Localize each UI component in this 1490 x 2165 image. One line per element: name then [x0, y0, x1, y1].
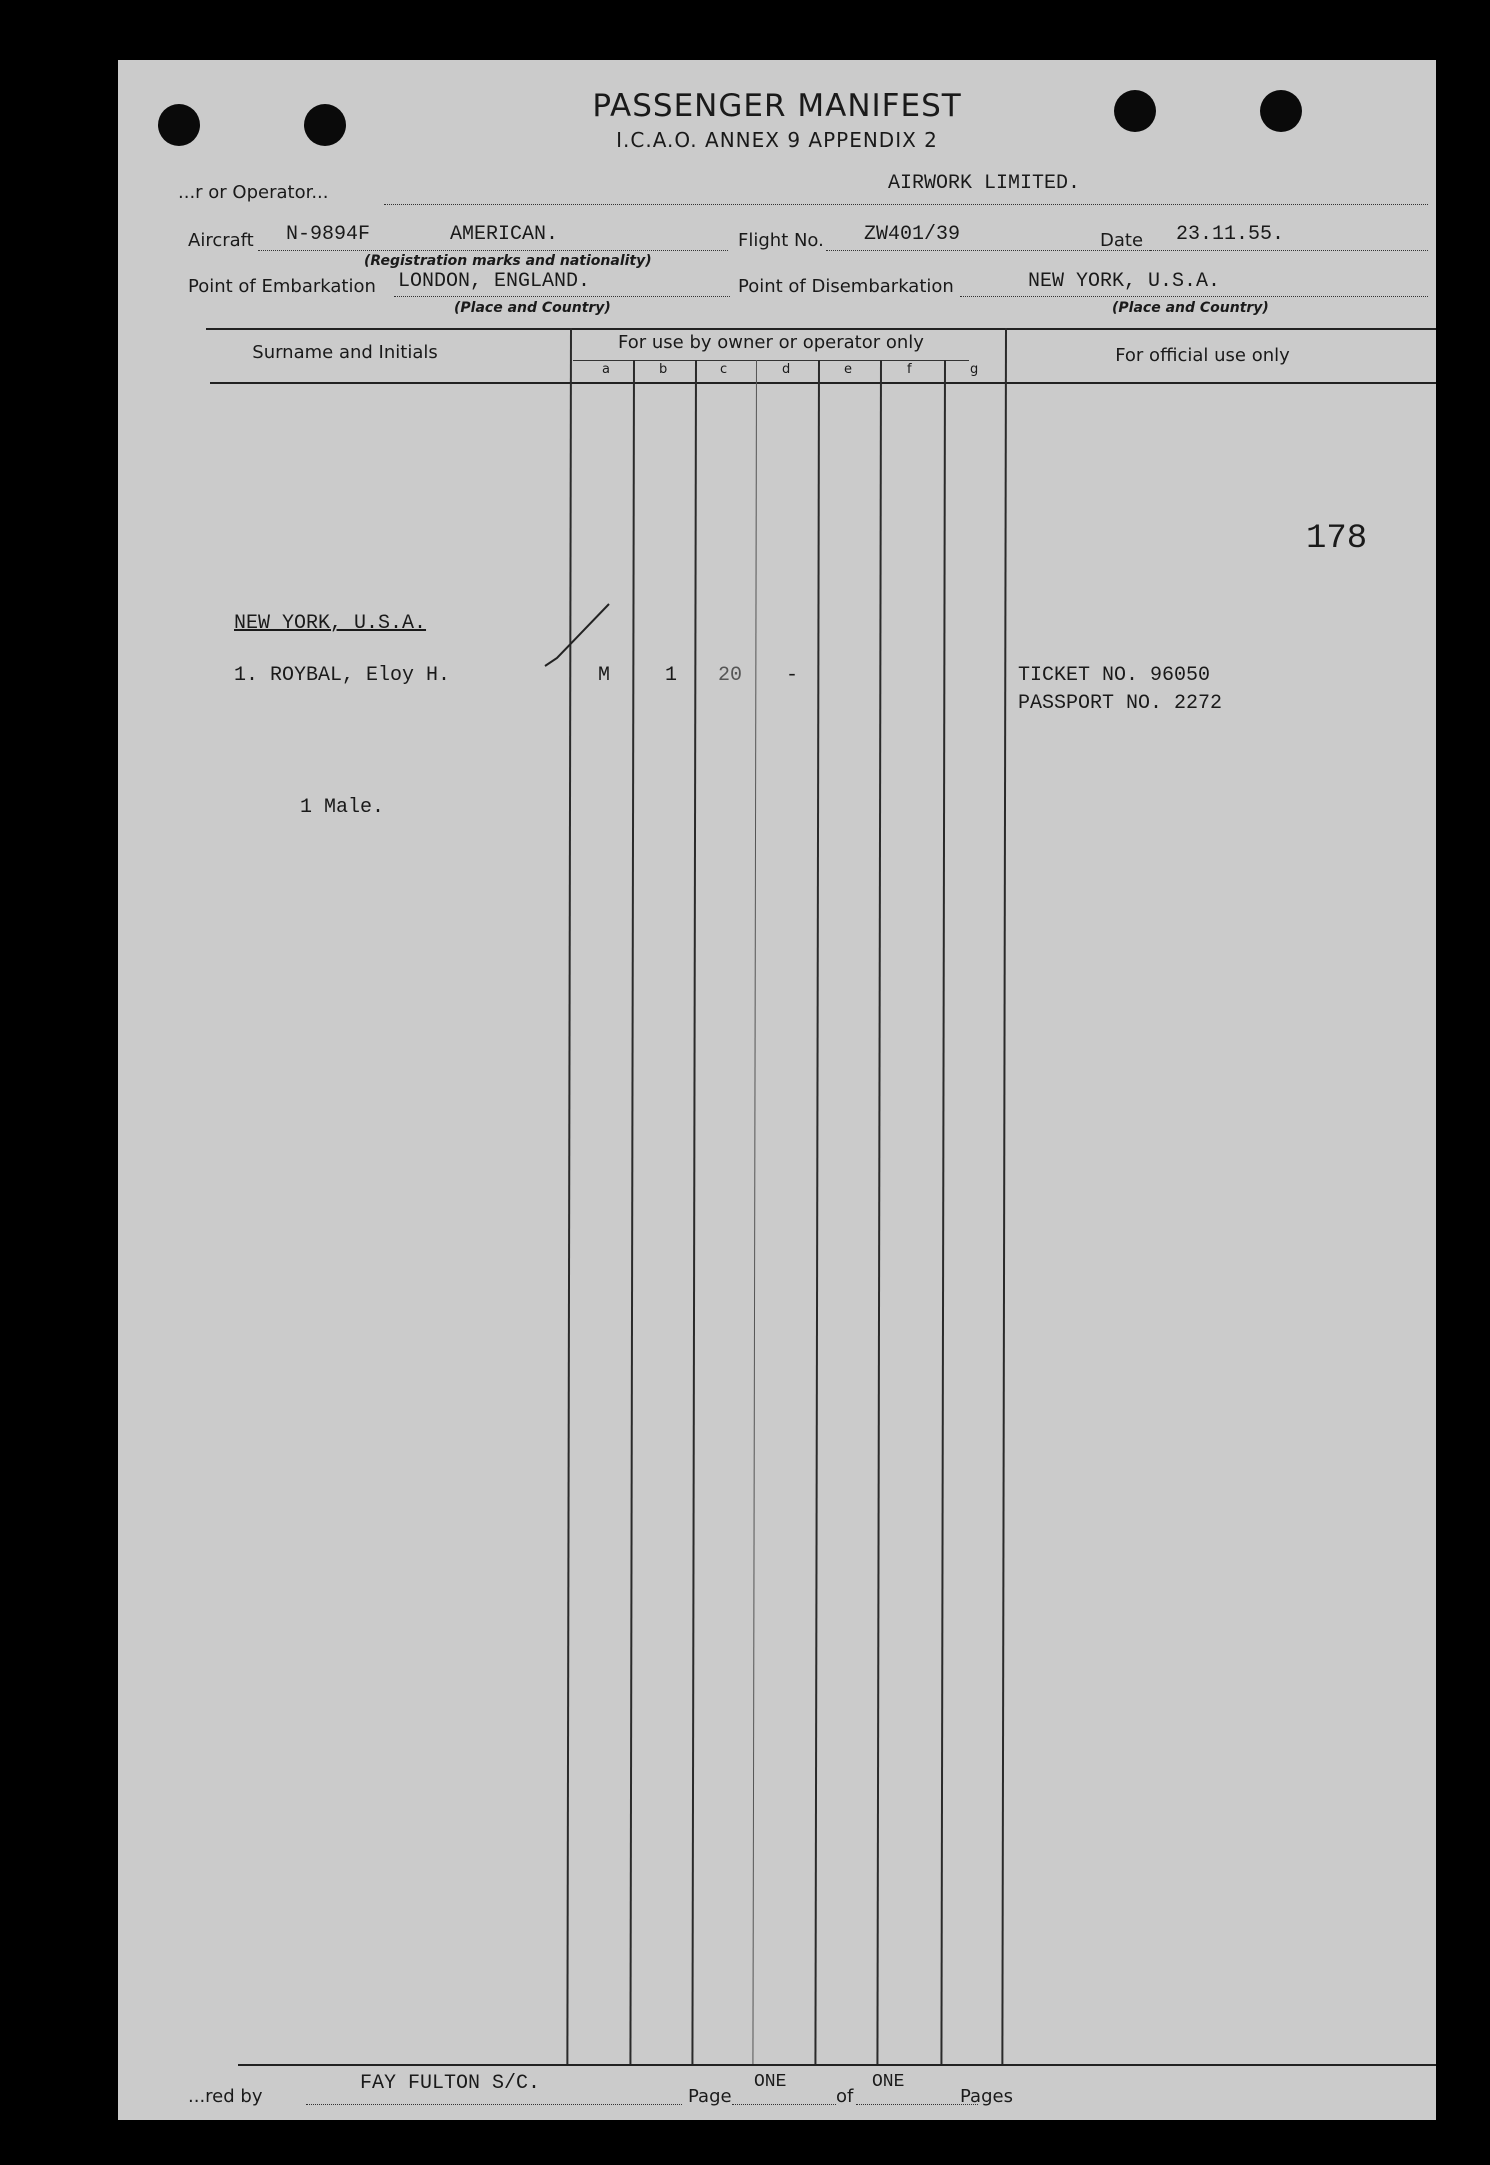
disembarkation-value: NEW YORK, U.S.A. [1028, 270, 1221, 293]
check-mark [543, 600, 613, 670]
subcol-c: c [720, 362, 728, 377]
column-divider [940, 360, 946, 2064]
page-value: ONE [754, 2072, 787, 2092]
of-label: of [836, 2086, 854, 2107]
pages-label: Pages [960, 2086, 1013, 2107]
flight-value: ZW401/39 [864, 223, 961, 246]
embarkation-value: LONDON, ENGLAND. [398, 270, 591, 293]
page-number: 178 [1306, 520, 1368, 558]
subcol-e: e [844, 362, 852, 377]
of-value: ONE [872, 2072, 905, 2092]
passenger-col-b: 1 [665, 664, 678, 687]
column-divider [691, 360, 697, 2064]
passenger-sex: M [598, 664, 611, 687]
operator-value: AIRWORK LIMITED. [888, 172, 1081, 195]
column-header-official: For official use only [1115, 345, 1290, 366]
passport-number: PASSPORT NO. 2272 [1018, 692, 1223, 715]
passenger-age: 20 [718, 664, 743, 687]
table-top-rule [206, 328, 1436, 330]
aircraft-label: Aircraft [188, 230, 254, 251]
disembarkation-label: Point of Disembarkation [738, 276, 954, 297]
date-label: Date [1100, 230, 1144, 251]
passenger-col-d: - [786, 664, 799, 687]
disembarkation-note: (Place and Country) [1112, 300, 1269, 316]
operator-label: ...r or Operator... [178, 182, 329, 203]
footer-rule [238, 2064, 1436, 2066]
column-divider [629, 360, 635, 2064]
destination-heading: NEW YORK, U.S.A. [234, 612, 427, 635]
subcol-d: d [782, 362, 791, 377]
aircraft-nationality: AMERICAN. [450, 223, 559, 246]
column-divider [752, 360, 757, 2064]
document-title: PASSENGER MANIFEST [592, 88, 962, 124]
subcol-b: b [659, 362, 668, 377]
embarkation-note: (Place and Country) [454, 300, 611, 316]
document-subtitle: I.C.A.O. ANNEX 9 APPENDIX 2 [616, 128, 938, 152]
prepared-by-label: ...red by [188, 2086, 263, 2107]
passenger-name: 1. ROYBAL, Eloy H. [234, 664, 451, 687]
table-header-rule [210, 382, 1436, 384]
embarkation-label: Point of Embarkation [188, 276, 376, 297]
column-header-surname: Surname and Initials [252, 342, 438, 363]
subcol-f: f [907, 362, 912, 377]
flight-label: Flight No. [738, 230, 824, 251]
column-divider [1001, 328, 1007, 2064]
page-label: Page [688, 2086, 732, 2107]
prepared-by-value: FAY FULTON S/C. [360, 2072, 541, 2095]
manifest-sheet [118, 60, 1436, 2120]
column-divider [876, 360, 882, 2064]
passenger-summary: 1 Male. [300, 796, 385, 819]
column-divider [814, 360, 820, 2064]
aircraft-registration: N-9894F [286, 223, 371, 246]
registration-note: (Registration marks and nationality) [364, 253, 652, 269]
ticket-number: TICKET NO. 96050 [1018, 664, 1211, 687]
subcol-a: a [602, 362, 610, 377]
subcol-g: g [970, 362, 979, 377]
date-value: 23.11.55. [1176, 223, 1285, 246]
column-divider [566, 328, 572, 2064]
column-header-owner: For use by owner or operator only [618, 332, 924, 353]
